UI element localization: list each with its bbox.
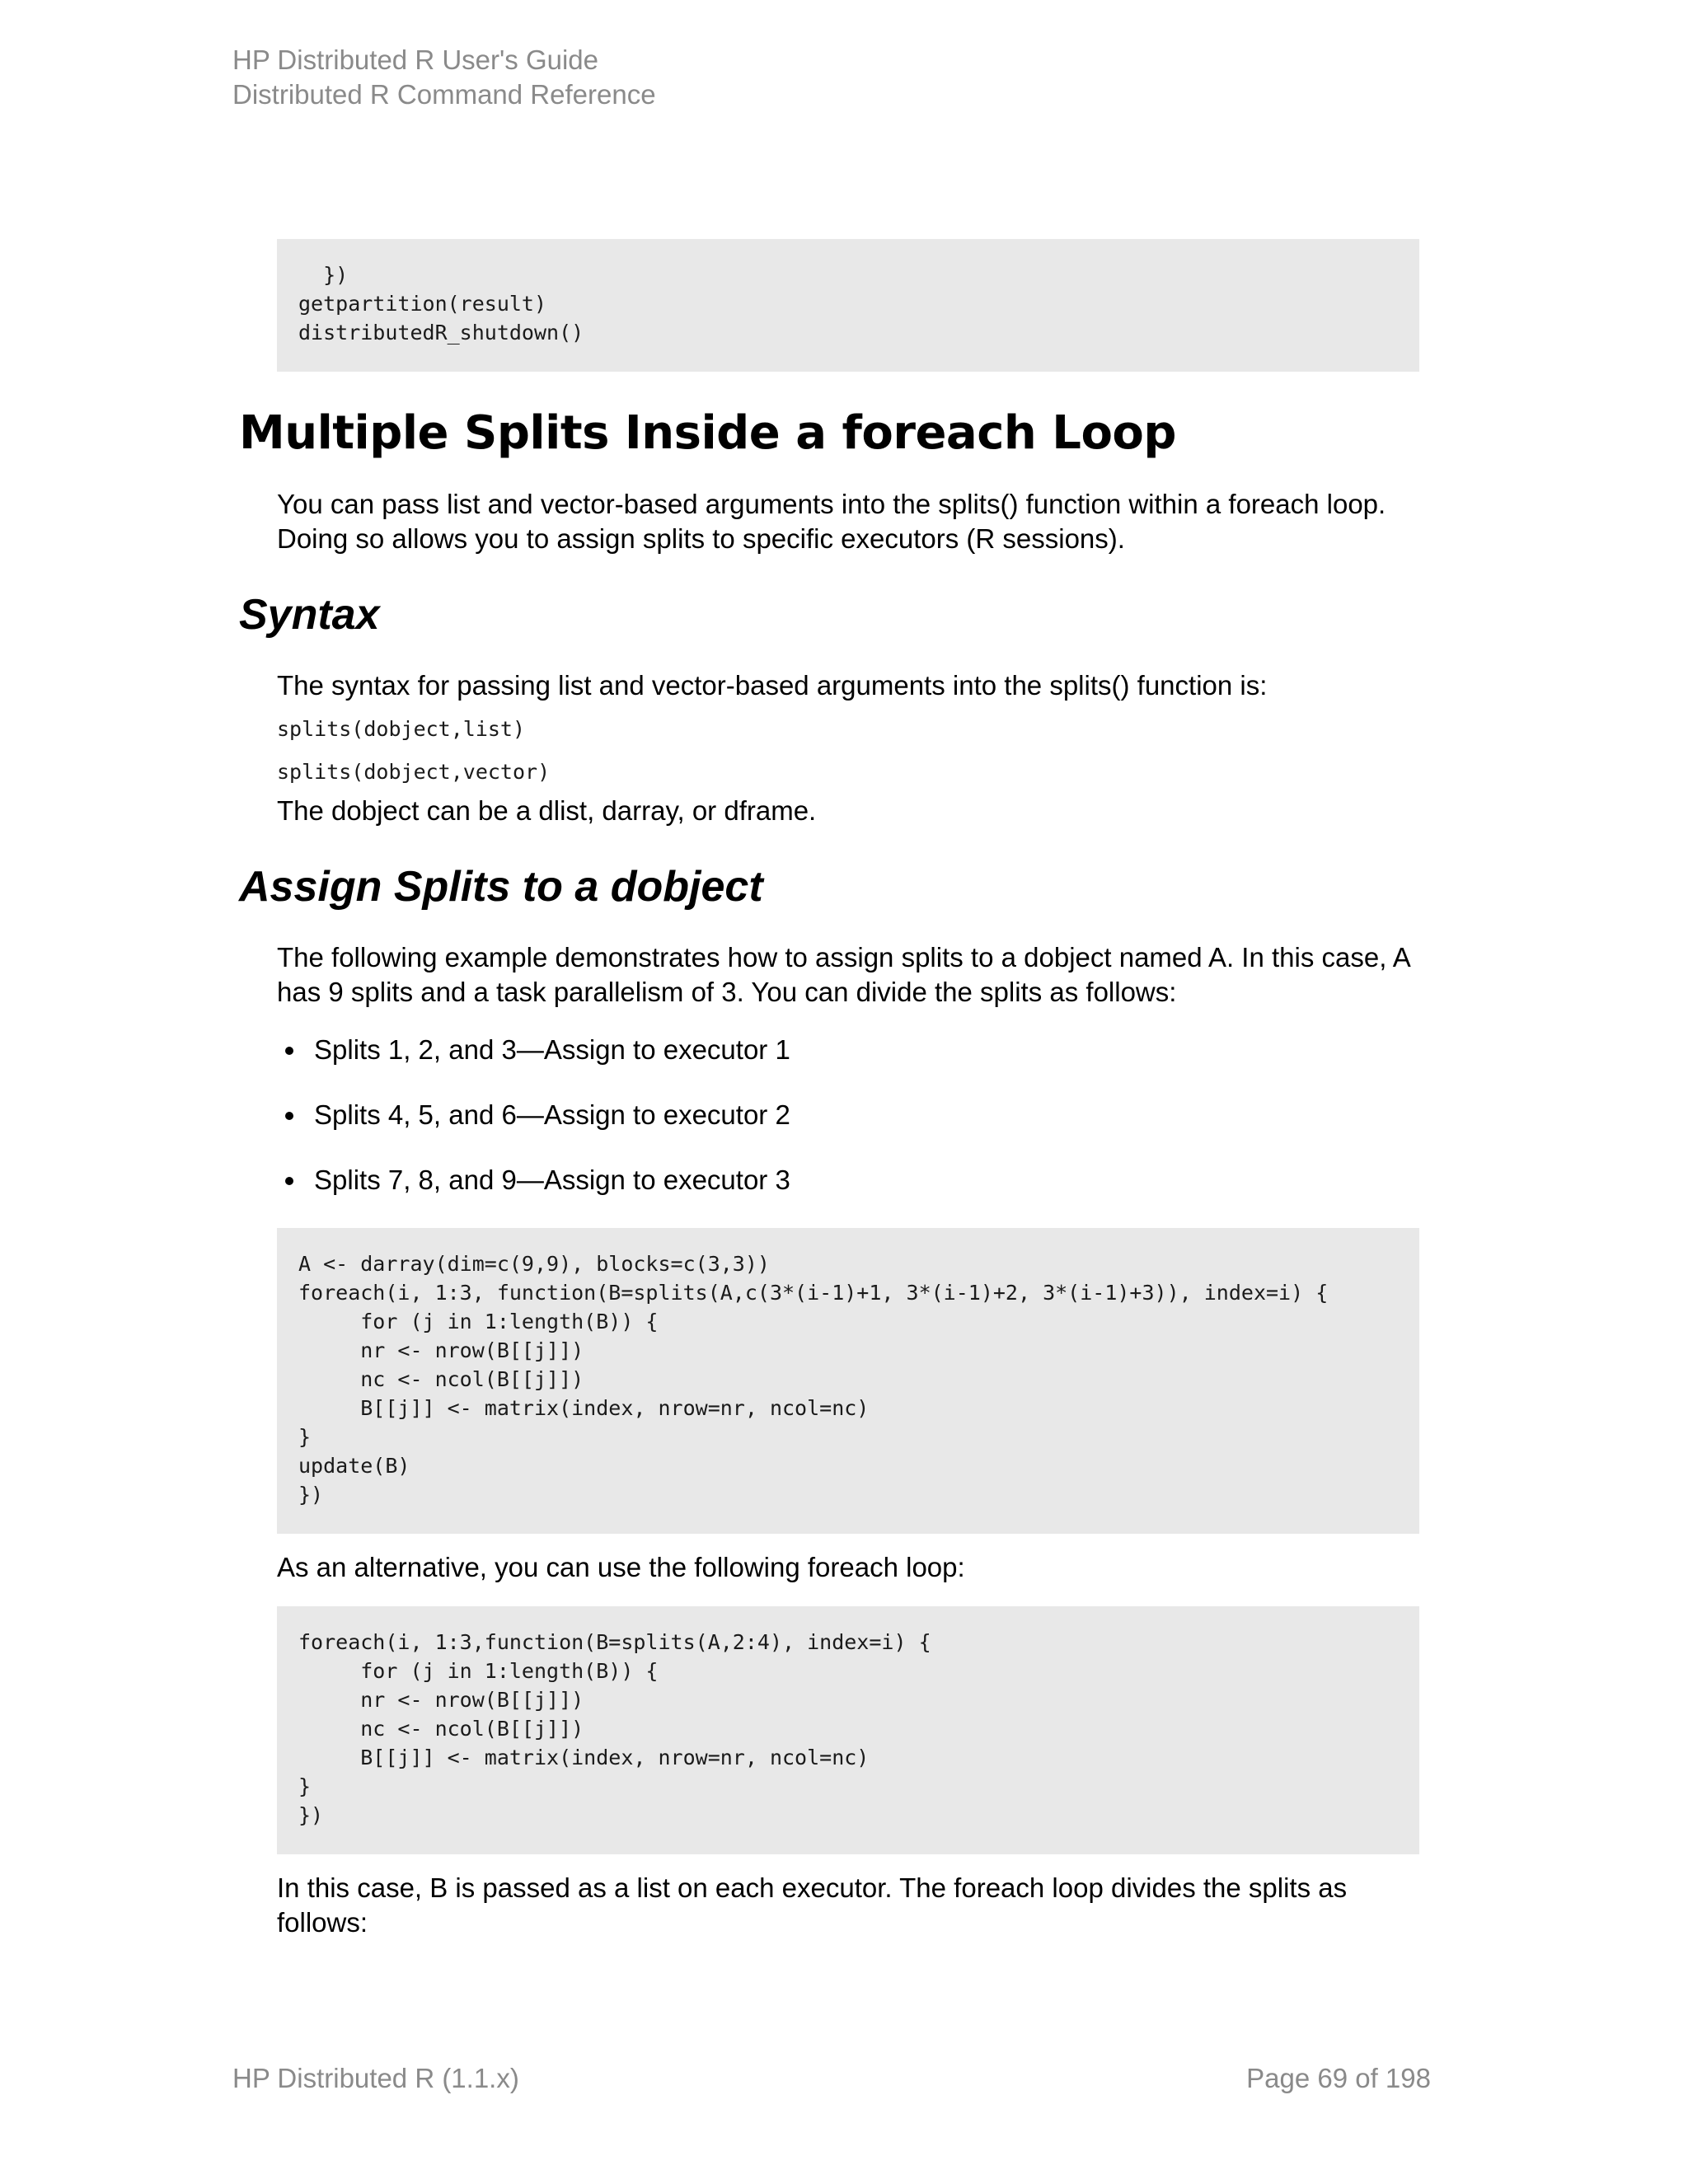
- syntax-heading: Syntax: [239, 591, 380, 639]
- list-item: Splits 4, 5, and 6—Assign to executor 2: [277, 1098, 1436, 1132]
- footer-product: HP Distributed R (1.1.x): [232, 2063, 519, 2093]
- code-block-alternative: foreach(i, 1:3,function(B=splits(A,2:4), index=i) { for (j in 1:length(B)) { nr <- nrow(B[[j]]) nc <- ncol(B[[j]]) B[[j]] <- matrix(index, nrow=nr, ncol=nc) } }): [277, 1606, 1419, 1854]
- closing-text: In this case, B is passed as a list on each executor. The foreach loop divides the splits as follows:: [277, 1872, 1348, 1938]
- syntax-text: The syntax for passing list and vector-based arguments into the splits() function is:: [277, 670, 1268, 701]
- section-title: Multiple Splits Inside a foreach Loop: [239, 406, 1176, 460]
- bullet-icon: [285, 1047, 293, 1055]
- alternative-text: As an alternative, you can use the following foreach loop:: [277, 1552, 965, 1582]
- bullet-icon: [285, 1112, 293, 1120]
- section-intro: You can pass list and vector-based arguments into the splits() function within a foreach loop. Doing so allows you to assign splits to specific executors (R sessions).: [277, 489, 1386, 554]
- code-block-top: }) getpartition(result) distributedR_shutdown(): [277, 239, 1419, 372]
- syntax-code-vector: splits(dobject,vector): [277, 760, 551, 784]
- footer-page-number: Page 69 of 198: [1246, 2063, 1431, 2093]
- split-bullet-list: [277, 1033, 1436, 1197]
- syntax-code-list: splits(dobject,list): [277, 717, 526, 741]
- syntax-note: The dobject can be a dlist, darray, or dframe.: [277, 795, 817, 826]
- assign-heading: Assign Splits to a dobject: [239, 863, 763, 911]
- running-header: [232, 43, 656, 112]
- bullet-icon: [285, 1177, 293, 1185]
- header-guide-title: HP Distributed R User's Guide: [232, 45, 599, 75]
- code-block-example: A <- darray(dim=c(9,9), blocks=c(3,3)) foreach(i, 1:3, function(B=splits(A,c(3*(i-1)+1, 3*(i-1)+2, 3*(i-1)+3)), index=i) { for (j in 1:length(B)) { nr <- nrow(B[[j]]) nc <- ncol(B[[j]]) B[[j]] <- matrix(index, nrow=nr, ncol=nc) } update(B) }): [277, 1228, 1419, 1534]
- header-chapter-title: Distributed R Command Reference: [232, 79, 656, 110]
- page-content: [232, 239, 1436, 1940]
- list-item: Splits 1, 2, and 3—Assign to executor 1: [277, 1033, 1436, 1067]
- assign-text: The following example demonstrates how to assign splits to a dobject named A. In this case, A has 9 splits and a task parallelism of 3. You can divide the splits as follows:: [277, 942, 1409, 1007]
- list-item: Splits 7, 8, and 9—Assign to executor 3: [277, 1163, 1436, 1197]
